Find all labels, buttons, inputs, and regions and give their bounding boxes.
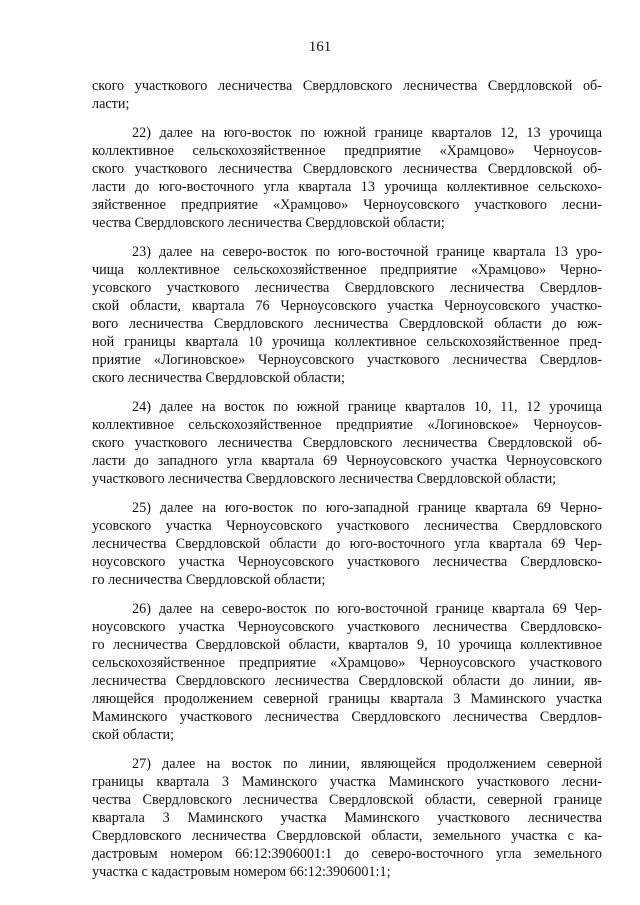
text-line: ноусовского участка Черноусовского участкового лесничества Свердловско- [92, 554, 602, 570]
text-line: ласти до западного угла квартала 69 Черноусовского участка Черноусовского [92, 453, 602, 469]
text-line: усовского участка Черноусовского участкового лесничества Свердловского [92, 518, 602, 534]
text-line: ной границы квартала 10 урочища коллективное сельскохозяйственное пред- [92, 334, 602, 350]
text-line: коллективное сельскохозяйственное предприятие «Логиновское» Черноусов- [92, 417, 602, 433]
paragraph [92, 499, 602, 589]
text-line: ского участкового лесничества Свердловского лесничества Свердловской об- [92, 78, 602, 94]
text-line: зяйственное предприятие «Храмцово» Черноусовского участкового лесни- [92, 197, 602, 213]
text-line: лесничества Свердловского лесничества Свердловской области до линии, яв- [92, 673, 602, 689]
text-line: го лесничества Свердловской области; [92, 572, 326, 588]
text-line: чища коллективное сельскохозяйственное предприятие «Храмцово» Черно- [92, 262, 602, 278]
paragraph [92, 398, 602, 488]
text-line: ляющейся продолжением северной границы квартала 3 Маминского участка [92, 691, 602, 707]
text-line: 27) далее на восток по линии, являющейся продолжением северной [132, 756, 602, 772]
text-line: ской области; [92, 727, 175, 743]
text-line: чества Свердловского лесничества Свердловской области; [92, 215, 445, 231]
paragraph [92, 243, 602, 387]
text-line: коллективное сельскохозяйственное предприятие «Храмцово» Черноусов- [92, 143, 602, 159]
text-line: приятие «Логиновское» Черноусовского участкового лесничества Свердлов- [92, 352, 602, 368]
text-line: участка с кадастровым номером 66:12:3906001:1; [92, 864, 391, 880]
text-line: ской области, квартала 76 Черноусовского участка Черноусовского участко- [92, 298, 602, 314]
text-line: 26) далее на северо-восток по юго-восточной границе квартала 69 Чер- [132, 601, 602, 617]
paragraph [92, 124, 602, 232]
text-line: 25) далее на юго-восток по юго-западной границе квартала 69 Черно- [132, 500, 602, 516]
text-line: го лесничества Свердловской области, кварталов 9, 10 урочища коллективное [92, 637, 602, 653]
text-line: Маминского участкового лесничества Свердловского лесничества Свердлов- [92, 709, 602, 725]
text-line: усовского участкового лесничества Свердловского лесничества Свердлов- [92, 280, 602, 296]
text-line: лесничества Свердловской области до юго-восточного угла квартала 69 Чер- [92, 536, 602, 552]
text-line: 22) далее на юго-восток по южной границе кварталов 12, 13 урочища [132, 125, 602, 141]
text-line: ласти; [92, 96, 130, 112]
text-line: участкового лесничества Свердловского лесничества Свердловской области; [92, 471, 557, 487]
paragraph [92, 600, 602, 744]
paragraph [92, 77, 602, 113]
text-line: квартала 3 Маминского участка Маминского участкового лесничества [92, 810, 602, 826]
paragraph [92, 755, 602, 881]
text-line: ласти до юго-восточного угла квартала 13 урочища коллективное сельскохо- [92, 179, 602, 195]
text-line: сельскохозяйственное предприятие «Храмцово» Черноусовского участкового [92, 655, 602, 671]
text-line: границы квартала 3 Маминского участка Маминского участкового лесни- [92, 774, 602, 790]
text-line: ского участкового лесничества Свердловского лесничества Свердловской об- [92, 435, 602, 451]
text-line: Свердловского лесничества Свердловской области, земельного участка с ка- [92, 828, 602, 844]
text-line: вого лесничества Свердловского лесничества Свердловской области до юж- [92, 316, 602, 332]
page-number: 161 [308, 39, 332, 55]
text-line: ского участкового лесничества Свердловского лесничества Свердловской об- [92, 161, 602, 177]
document-body [92, 77, 602, 892]
text-line: ноусовского участка Черноусовского участкового лесничества Свердловско- [92, 619, 602, 635]
text-line: чества Свердловского лесничества Свердловской области, северной границе [92, 792, 602, 808]
text-line: ского лесничества Свердловской области; [92, 370, 345, 386]
text-line: дастровым номером 66:12:3906001:1 до северо-восточного угла земельного [92, 846, 602, 862]
text-line: 24) далее на восток по южной границе кварталов 10, 11, 12 урочища [132, 399, 602, 415]
text-line: 23) далее на северо-восток по юго-восточной границе квартала 13 уро- [132, 244, 602, 260]
